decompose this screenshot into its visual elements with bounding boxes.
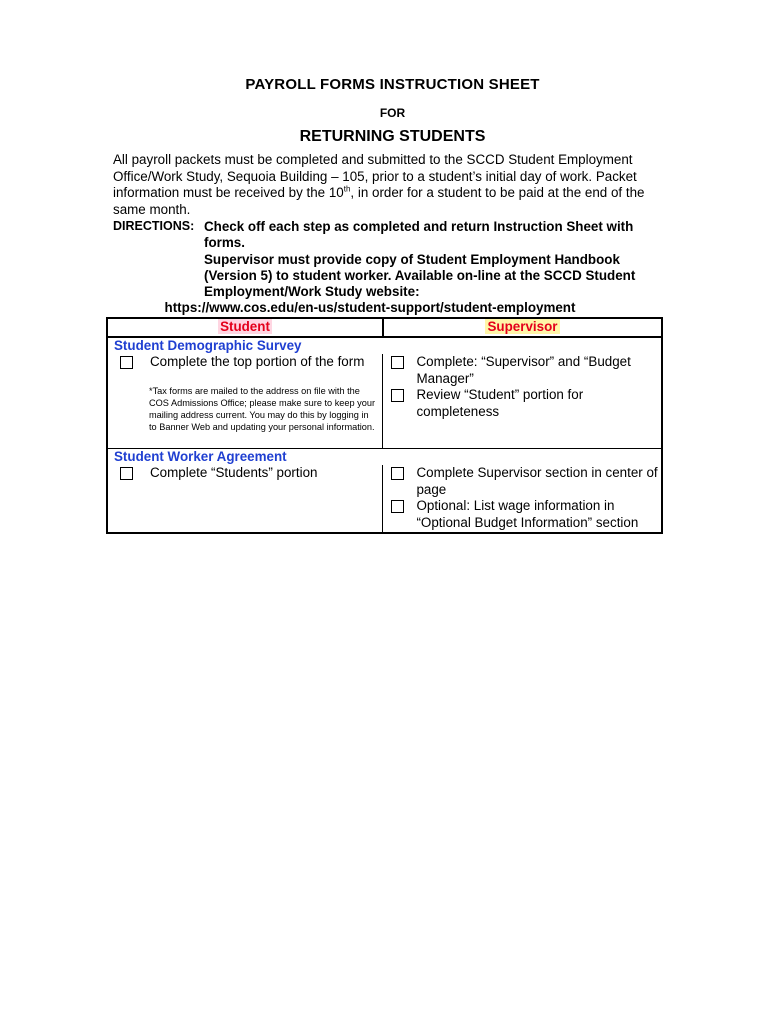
intro-text-1: All payroll packets must be completed and submitted to the SCCD Student Employment Office/Work Study, Sequoia Building – 105, prior to a student’s initial day of work. Packet information must be received by the 10 <box>113 152 637 200</box>
checklist-item <box>383 354 661 387</box>
checklist-item <box>383 498 661 531</box>
directions-text <box>204 219 674 300</box>
document-title-for: FOR <box>379 106 406 120</box>
checklist-item-label: Optional: List wage information in “Optional Budget Information” section <box>416 498 639 530</box>
checkbox[interactable] <box>391 500 404 513</box>
student-cell <box>107 354 383 449</box>
document-title: PAYROLL FORMS INSTRUCTION SHEET <box>245 76 540 93</box>
header-student-label: Student <box>220 319 270 334</box>
checklist-item-label: Complete the top portion of the form <box>150 354 365 369</box>
checklist-table <box>106 317 663 534</box>
supervisor-cell <box>383 465 662 533</box>
student-cell <box>107 465 383 533</box>
intro-text-2: , in order for a student to be paid at the end of the same month. <box>113 185 645 217</box>
directions-label: DIRECTIONS: <box>113 219 195 233</box>
section-title-agreement: Student Worker Agreement <box>107 449 662 466</box>
checklist-item <box>108 354 382 371</box>
checkbox[interactable] <box>120 356 133 369</box>
section-title-demographic: Student Demographic Survey <box>107 337 662 354</box>
directions-line-2: Supervisor must provide copy of Student Employment Handbook (Version 5) to student worker. Available on-line at the SCCD Student Employment/Work Study website: <box>204 251 636 300</box>
header-supervisor <box>383 318 662 337</box>
checklist-item <box>108 465 382 482</box>
checkbox[interactable] <box>391 467 404 480</box>
checkbox[interactable] <box>120 467 133 480</box>
student-employment-url[interactable]: https://www.cos.edu/en-us/student-support/student-employment <box>164 300 576 315</box>
intro-superscript: th <box>343 184 351 194</box>
checklist-item-label: Complete Supervisor section in center of page <box>416 465 658 497</box>
directions-line-1: Check off each step as completed and return Instruction Sheet with forms. <box>204 219 634 251</box>
checkbox[interactable] <box>391 356 404 369</box>
checkbox[interactable] <box>391 389 404 402</box>
checklist-item <box>383 465 661 498</box>
supervisor-cell <box>383 354 662 449</box>
header-supervisor-label: Supervisor <box>485 319 561 334</box>
checklist-item <box>383 387 661 420</box>
tax-forms-note: *Tax forms are mailed to the address on file with the COS Admissions Office; please make sure to keep your mailing address current. You may do this by logging in to Banner Web and updating your personal information. <box>149 385 376 433</box>
document-subtitle: RETURNING STUDENTS <box>299 128 486 145</box>
checklist-item-label: Complete: “Supervisor” and “Budget Manager” <box>416 354 631 386</box>
checklist-item-label: Review “Student” portion for completeness <box>416 387 584 419</box>
section-row <box>107 337 662 354</box>
header-student <box>107 318 383 337</box>
intro-paragraph <box>113 152 673 218</box>
section-body-row <box>107 354 662 449</box>
section-row <box>107 449 662 466</box>
checklist-item-label: Complete “Students” portion <box>150 465 318 480</box>
table-header-row <box>107 318 662 337</box>
section-body-row <box>107 465 662 533</box>
